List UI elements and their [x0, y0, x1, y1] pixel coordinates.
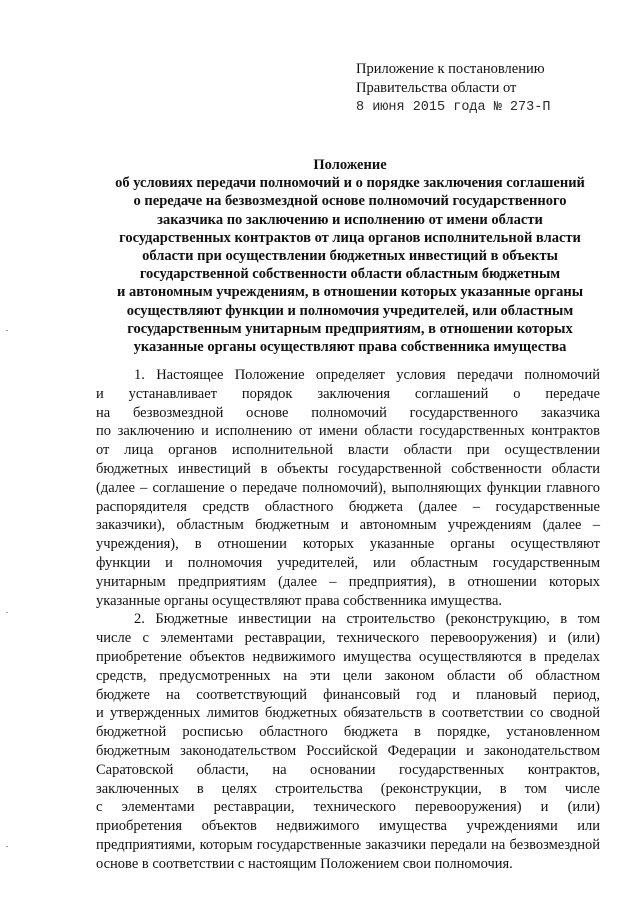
body-line: с элементами реставрации, технического перевооружения) и (или) [96, 799, 600, 816]
body-line: числе с элементами реставрации, технического перевооружения) и (или) [96, 630, 600, 647]
header-line-1: Приложение к постановлению [356, 61, 545, 77]
title-line: об условиях передачи полномочий и о порядке заключения соглашений [115, 175, 585, 192]
body-line: (далее – соглашение о передаче полномочий), выполняющих функции главного [96, 479, 600, 496]
scan-margin-mark [6, 612, 8, 613]
appendix-header [356, 60, 616, 117]
title-heading: Положение [313, 157, 387, 173]
title-line: осуществляют функции и полномочия учредителей, или областным [126, 302, 574, 319]
title-line: государственной собственности области областным бюджетным [139, 266, 561, 283]
scan-margin-mark [6, 330, 8, 331]
body-line: распорядителя средств областного бюджета (далее – государственные [96, 498, 600, 515]
paragraph-1 [96, 366, 600, 610]
body-line: и утвержденных лимитов бюджетных обязательств в соответствии со сводной [96, 705, 600, 722]
title-line: указанные органы осуществляют права собственника имущества [133, 339, 567, 356]
body-line: функции и полномочия учредителей, или областным государственным [96, 554, 600, 571]
body-line: средств, предусмотренных на эти цели законом области об областном [96, 667, 600, 684]
title-line: государственным унитарным предприятиям, в отношении которых [127, 320, 573, 337]
body-line: по заключению и исполнению от имени области государственных контрактов [96, 423, 600, 440]
body-line: и устанавливает порядок заключения соглашений о передаче [96, 385, 600, 402]
body-line: Саратовской области, на основании государственных контрактов, [96, 761, 600, 778]
body-line: основе в соответствии с настоящим Положением свои полномочия. [96, 855, 513, 872]
paragraph-2 [96, 610, 600, 873]
body-line: предприятиями, которым государственные заказчики передали на безвозмездной [96, 836, 600, 853]
title-line: области при осуществлении бюджетных инвестиций в объекты [142, 248, 558, 265]
body-line: приобретение объектов недвижимого имущества осуществляются в пределах [96, 648, 600, 665]
body-line: 1. Настоящее Положение определяет условия передачи полномочий [134, 367, 600, 383]
title-line: о передаче на безвозмездной основе полномочий государственного [133, 193, 567, 210]
body-line: бюджете на соответствующий финансовый год и плановый период, [96, 686, 600, 703]
body-line: от лица органов исполнительной власти области при осуществлении [96, 442, 600, 459]
title-line: государственных контрактов от лица органов исполнительной власти [119, 229, 581, 246]
body-line: на безвозмездной основе полномочий государственного заказчика [96, 404, 600, 421]
header-line-2: Правительства области от [356, 80, 517, 96]
header-date-line: 8 июня 2015 года № 273-П [356, 100, 551, 115]
body-line: заключенных в целях строительства (реконструкции, в том числе [96, 780, 600, 797]
body-line: бюджетных инвестиций в объекты государственной собственности области [96, 460, 600, 477]
body-line: бюджетной росписью областного бюджета в порядке, установленном [96, 724, 600, 741]
title-line: и автономным учреждениям, в отношении которых указанные органы [116, 284, 584, 301]
document-body [96, 366, 600, 874]
body-line: бюджетным законодательством Российской Федерации и законодательством [96, 742, 600, 759]
title-line: заказчика по заключению и исполнению от имени области [157, 211, 543, 228]
body-line: 2. Бюджетные инвестиции на строительство (реконструкцию, в том [134, 611, 600, 628]
body-line: учреждения), в отношении которых указанные органы осуществляют [96, 536, 600, 553]
body-line: заказчики), областным бюджетным и автономным учреждениям (далее – [96, 517, 600, 534]
body-line: унитарным предприятиям (далее – предприятия), в отношении которых [96, 573, 600, 590]
scan-margin-mark [6, 846, 8, 847]
body-line: приобретения объектов недвижимого имущества учреждениями или [96, 818, 600, 835]
body-line: указанные органы осуществляют права собственника имущества. [96, 592, 503, 609]
document-title [80, 156, 620, 356]
